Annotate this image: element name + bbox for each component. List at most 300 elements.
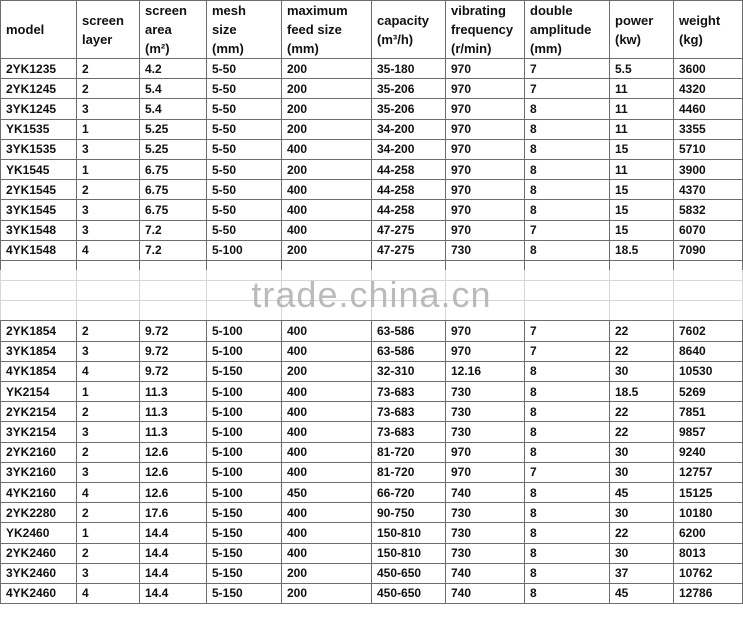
table-cell: 44-258 [372,180,446,200]
table-cell: YK2460 [1,523,77,543]
table-cell: 1 [77,523,140,543]
table-cell: 400 [282,200,372,220]
table-cell: 9240 [674,442,743,462]
table-cell: 10180 [674,503,743,523]
table-cell: 12757 [674,462,743,482]
table-cell: 22 [610,341,674,361]
table-cell: 5.4 [140,79,207,99]
table-cell: 44-258 [372,200,446,220]
table-cell: 200 [282,99,372,119]
table-cell: 5-100 [207,402,282,422]
table-cell: 35-206 [372,79,446,99]
table-cell: 7 [525,220,610,240]
table-cell: 970 [446,79,525,99]
table-cell: 8 [525,139,610,159]
table-cell: 7 [525,79,610,99]
table-cell: 5-50 [207,200,282,220]
table-cell: 5-50 [207,119,282,139]
table-cell: 7 [525,462,610,482]
table-row [1,200,743,220]
table-cell: 3YK2154 [1,422,77,442]
table-cell: 5-100 [207,321,282,341]
table-cell: 8 [525,583,610,603]
table-cell: 5-150 [207,563,282,583]
table-cell: 45 [610,583,674,603]
table-cell: 200 [282,119,372,139]
header-line: amplitude [530,22,592,37]
table-cell: 970 [446,139,525,159]
table-cell: 970 [446,220,525,240]
table-cell: 740 [446,563,525,583]
table-cell: 3YK2460 [1,563,77,583]
table-cell: 3YK1535 [1,139,77,159]
table-cell: 5269 [674,382,743,402]
table-cell: 3YK1854 [1,341,77,361]
table-cell: 730 [446,402,525,422]
table-cell: 970 [446,159,525,179]
table-cell: 11.3 [140,402,207,422]
table-cell: 5-50 [207,139,282,159]
table-row [1,442,743,462]
table-cell: 12.6 [140,462,207,482]
table-cell: 970 [446,99,525,119]
table-cell: 8 [525,543,610,563]
table-cell: 18.5 [610,240,674,260]
table-cell: 9.72 [140,341,207,361]
table-cell: 2 [77,402,140,422]
table-cell: 1 [77,382,140,402]
table-row [1,99,743,119]
table-cell: 2 [77,442,140,462]
table-cell: 2YK1545 [1,180,77,200]
table-cell: 400 [282,341,372,361]
table-cell: 8 [525,180,610,200]
header-line: maximum [287,3,348,18]
table-cell: 11 [610,99,674,119]
table-cell: 200 [282,361,372,381]
header-line: (mm) [530,41,562,56]
header-line: (kw) [615,31,641,47]
table-cell: 63-586 [372,321,446,341]
table-cell: 30 [610,442,674,462]
table-cell: 9.72 [140,321,207,341]
col-power-header [610,1,674,59]
table-cell: 8 [525,523,610,543]
table-cell: 1 [77,159,140,179]
table-cell: 150-810 [372,543,446,563]
table-cell: 400 [282,321,372,341]
table-cell: 15 [610,139,674,159]
table-cell: 7851 [674,402,743,422]
table-cell: 8 [525,159,610,179]
table-cell: 63-586 [372,341,446,361]
table-cell: YK1545 [1,159,77,179]
table-cell: 8640 [674,341,743,361]
table-cell: 3YK2160 [1,462,77,482]
table-cell: 2 [77,321,140,341]
table-cell: 740 [446,583,525,603]
table-row [1,79,743,99]
table-cell: 3 [77,563,140,583]
table-cell: 22 [610,321,674,341]
table-cell: 14.4 [140,523,207,543]
header-row [1,1,743,59]
table-cell: 5-50 [207,180,282,200]
table-cell: 11.3 [140,382,207,402]
table-cell: 66-720 [372,482,446,502]
table-cell: 200 [282,159,372,179]
table-cell: 32-310 [372,361,446,381]
table-cell: 730 [446,382,525,402]
table-cell: 5832 [674,200,743,220]
table-cell: 4YK1548 [1,240,77,260]
table-cell: 970 [446,442,525,462]
table-cell: 15125 [674,482,743,502]
table-row [1,583,743,603]
table-cell: 6200 [674,523,743,543]
col-capacity-header [372,1,446,59]
header-line: (r/min) [451,41,492,56]
table-cell: 2YK1245 [1,79,77,99]
table-cell: 2 [77,180,140,200]
table-cell: 35-206 [372,99,446,119]
table-cell: 730 [446,422,525,442]
table-cell: 8 [525,99,610,119]
table-cell: 4YK2460 [1,583,77,603]
table-cell: 5-100 [207,422,282,442]
table-row [1,180,743,200]
table-cell: 730 [446,503,525,523]
table-cell: 200 [282,563,372,583]
table-row [1,240,743,260]
table-row [1,341,743,361]
table-cell: 12.16 [446,361,525,381]
table-cell: 3 [77,422,140,442]
table-cell: 5-50 [207,220,282,240]
table-cell: 5-150 [207,523,282,543]
table-cell: 970 [446,200,525,220]
table-cell: 7602 [674,321,743,341]
table-cell: 5-50 [207,59,282,79]
table-cell: 34-200 [372,119,446,139]
table-cell: YK2154 [1,382,77,402]
table-cell: 3YK1545 [1,200,77,220]
table-cell: 4460 [674,99,743,119]
table-row [1,139,743,159]
table-cell: 73-683 [372,402,446,422]
col-screen-area-header [140,1,207,59]
table-cell: 3 [77,462,140,482]
table-cell: 4370 [674,180,743,200]
table-cell: 200 [282,79,372,99]
table-cell: 3YK1245 [1,99,77,119]
table-cell: 400 [282,382,372,402]
col-model-header [1,1,77,59]
header-line: (kg) [679,31,703,47]
table-cell: 18.5 [610,382,674,402]
header-line: screen [82,12,124,28]
table-cell: 400 [282,180,372,200]
header-line: weight [679,12,721,28]
table-cell: 4.2 [140,59,207,79]
table-cell: 5-50 [207,79,282,99]
table-cell: 200 [282,583,372,603]
table-cell: 45 [610,482,674,502]
table-cell: 400 [282,402,372,422]
table-cell: 2 [77,59,140,79]
table-cell: 6.75 [140,200,207,220]
table-cell: 450-650 [372,583,446,603]
header-line: vibrating [451,3,506,18]
table-cell: 8 [525,422,610,442]
table-cell: 30 [610,543,674,563]
table-cell: 11 [610,159,674,179]
table-cell: 3900 [674,159,743,179]
table-cell: 3 [77,220,140,240]
table-row [1,402,743,422]
header-line: frequency [451,22,514,37]
table-cell: 730 [446,543,525,563]
table-cell: 22 [610,402,674,422]
table-cell: 3 [77,341,140,361]
header-line: double [530,3,573,18]
table-cell: 6.75 [140,159,207,179]
table-cell: 400 [282,523,372,543]
table-cell: 8 [525,563,610,583]
table-cell: 970 [446,180,525,200]
table-cell: 200 [282,240,372,260]
header-line: (m³/h) [377,31,414,47]
table-cell: 3YK1548 [1,220,77,240]
header-line: feed size [287,22,342,37]
table-cell: 17.6 [140,503,207,523]
table-cell: 8 [525,503,610,523]
header-line: (mm) [287,41,319,56]
table-cell: 5-150 [207,361,282,381]
watermark-text: trade.china.cn [251,274,492,315]
table-cell: 4 [77,361,140,381]
col-max-feed-size-header [282,1,372,59]
table-cell: 47-275 [372,240,446,260]
table-cell: 5.5 [610,59,674,79]
table-row [1,220,743,240]
table-cell: 730 [446,240,525,260]
header-line: model [6,22,45,37]
table-cell: 7 [525,321,610,341]
table-row [1,59,743,79]
table-cell: 5710 [674,139,743,159]
table-row [1,462,743,482]
table-cell: 9.72 [140,361,207,381]
table-row [1,543,743,563]
table-cell: 6070 [674,220,743,240]
table-cell: 12786 [674,583,743,603]
table-cell: 73-683 [372,382,446,402]
table-cell: 5.4 [140,99,207,119]
table-cell: 7.2 [140,240,207,260]
table-row [1,159,743,179]
table-cell: 970 [446,341,525,361]
table-cell: 2YK1235 [1,59,77,79]
table-cell: 970 [446,462,525,482]
table-cell: 2YK2280 [1,503,77,523]
table-row [1,503,743,523]
table-cell: 5.25 [140,119,207,139]
table-cell: 8013 [674,543,743,563]
table-cell: 450-650 [372,563,446,583]
header-line: size [212,22,237,37]
table-cell: 5.25 [140,139,207,159]
table-cell: 11.3 [140,422,207,442]
table-cell: 35-180 [372,59,446,79]
table-cell: 740 [446,482,525,502]
header-line: mesh [212,3,246,18]
table-cell: 5-100 [207,240,282,260]
table-cell: 73-683 [372,422,446,442]
watermark-band [0,270,743,320]
table-cell: 8 [525,240,610,260]
header-line: screen [145,3,187,18]
table-row [1,119,743,139]
table-cell: 5-100 [207,482,282,502]
table-cell: 2YK2160 [1,442,77,462]
table-cell: 10530 [674,361,743,381]
table-cell: 11 [610,119,674,139]
table-row [1,563,743,583]
table-cell: 15 [610,200,674,220]
table-row [1,422,743,442]
header-line: (mm) [212,41,244,56]
table-cell: 4320 [674,79,743,99]
table-cell: 11 [610,79,674,99]
table-cell: 12.6 [140,482,207,502]
col-double-amplitude-header [525,1,610,59]
table-cell: 37 [610,563,674,583]
header-line: area [145,22,172,37]
table-cell: 5-100 [207,442,282,462]
table-cell: 34-200 [372,139,446,159]
table-cell: 3 [77,139,140,159]
table-row [1,382,743,402]
table-cell: 5-100 [207,382,282,402]
table-cell: 2YK2460 [1,543,77,563]
table-cell: 400 [282,220,372,240]
table-cell: 8 [525,119,610,139]
table-cell: 5-50 [207,159,282,179]
table-cell: 5-100 [207,341,282,361]
header-line: (m²) [145,41,170,56]
table-cell: 6.75 [140,180,207,200]
table-cell: 4 [77,583,140,603]
table-cell: 200 [282,59,372,79]
table-cell: 3600 [674,59,743,79]
table-cell: 5-100 [207,462,282,482]
table-cell: 400 [282,462,372,482]
table-cell: 4 [77,240,140,260]
header-line: capacity [377,12,430,28]
table-cell: 14.4 [140,543,207,563]
table-cell: 44-258 [372,159,446,179]
table-cell: 400 [282,543,372,563]
table-cell: 8 [525,382,610,402]
table-cell: 970 [446,59,525,79]
table-cell: 8 [525,482,610,502]
header-line: layer [82,31,113,47]
table-cell: 30 [610,462,674,482]
table-cell: 7 [525,59,610,79]
table-cell: 15 [610,180,674,200]
table-row [1,523,743,543]
table-cell: 81-720 [372,462,446,482]
table-cell: 2 [77,79,140,99]
table-row [1,361,743,381]
table-cell: 22 [610,523,674,543]
table-cell: 90-750 [372,503,446,523]
col-weight-header [674,1,743,59]
table-cell: 14.4 [140,583,207,603]
table-cell: 3 [77,200,140,220]
table-cell: 9857 [674,422,743,442]
table-cell: 400 [282,139,372,159]
table-cell: 22 [610,422,674,442]
table-cell: 5-150 [207,543,282,563]
table-cell: 2YK2154 [1,402,77,422]
table-row [1,482,743,502]
table-cell: YK1535 [1,119,77,139]
col-screen-layer-header [77,1,140,59]
col-vibrating-frequency-header [446,1,525,59]
table-cell: 47-275 [372,220,446,240]
table-cell: 3355 [674,119,743,139]
table-cell: 15 [610,220,674,240]
header-line: power [615,12,654,28]
table-cell: 400 [282,422,372,442]
table-cell: 8 [525,402,610,422]
table-row [1,321,743,341]
table-cell: 7090 [674,240,743,260]
table-cell: 1 [77,119,140,139]
table-cell: 5-150 [207,503,282,523]
table-cell: 7.2 [140,220,207,240]
table-cell: 5-150 [207,583,282,603]
table-cell: 730 [446,523,525,543]
table-cell: 4YK1854 [1,361,77,381]
table-cell: 14.4 [140,563,207,583]
table-cell: 3 [77,99,140,119]
table-cell: 970 [446,119,525,139]
table-cell: 4YK2160 [1,482,77,502]
table-cell: 12.6 [140,442,207,462]
col-mesh-size-header [207,1,282,59]
table-cell: 2 [77,503,140,523]
table-cell: 8 [525,200,610,220]
table-cell: 2 [77,543,140,563]
table-cell: 2YK1854 [1,321,77,341]
table-cell: 970 [446,321,525,341]
table-cell: 400 [282,503,372,523]
table-cell: 10762 [674,563,743,583]
table-cell: 30 [610,503,674,523]
spec-table-header [1,1,743,59]
table-cell: 81-720 [372,442,446,462]
table-cell: 150-810 [372,523,446,543]
table-cell: 4 [77,482,140,502]
table-cell: 8 [525,361,610,381]
spec-table-body [1,59,743,604]
table-cell: 450 [282,482,372,502]
table-cell: 7 [525,341,610,361]
table-cell: 30 [610,361,674,381]
